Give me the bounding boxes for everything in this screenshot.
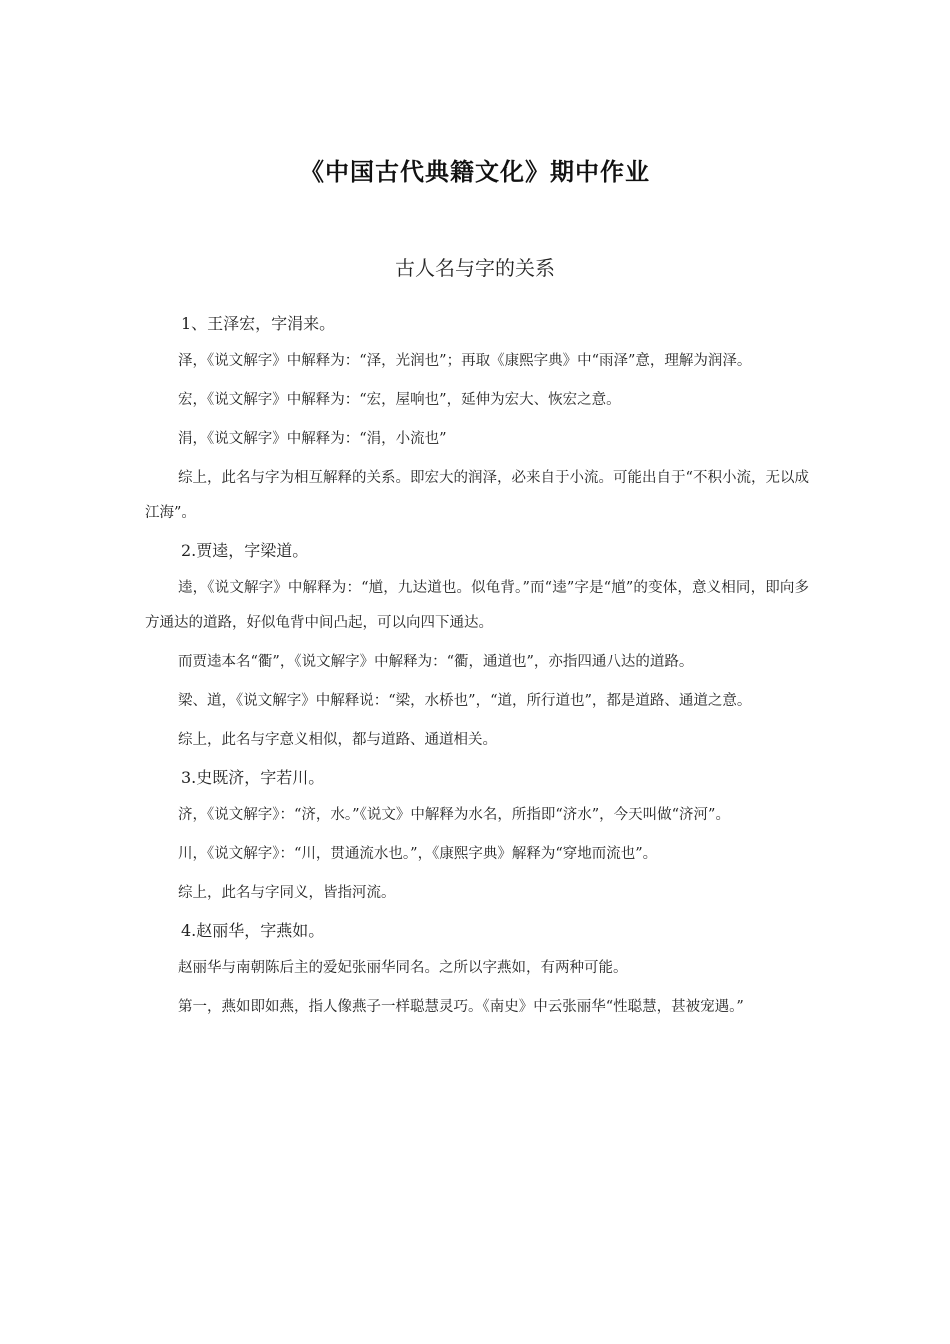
section-heading: 1、王泽宏，字涓来。 xyxy=(181,314,336,333)
section-1 xyxy=(145,310,809,531)
paragraph: 综上，此名与字同义，皆指河流。 xyxy=(178,885,396,901)
paragraph: 综上，此名与字意义相似，都与道路、通道相关。 xyxy=(178,732,497,748)
paragraph: 川，《说文解字》：“川，贯通流水也。”，《康熙字典》解释为“穿地而流也”。 xyxy=(178,846,658,862)
document-title: 《中国古代典籍文化》期中作业 xyxy=(300,157,650,186)
section-heading: 2.贾逵，字梁道。 xyxy=(181,541,309,560)
paragraph: 赵丽华与南朝陈后主的爱妃张丽华同名。之所以字燕如，有两种可能。 xyxy=(178,960,628,976)
document-body xyxy=(145,310,809,1029)
paragraph: 综上，此名与字为相互解释的关系。即宏大的润泽，必来自于小流。可能出自于“不积小流，无以成江海”。 xyxy=(145,470,809,521)
section-heading: 4.赵丽华，字燕如。 xyxy=(181,921,325,940)
paragraph: 逵，《说文解字》中解释为：“馗，九达道也。似龟背。”而“逵”字是“馗”的变体，意义相同，即向多方通达的道路，好似龟背中间凸起，可以向四下通达。 xyxy=(145,580,809,631)
paragraph: 泽，《说文解字》中解释为：“泽，光润也”；再取《康熙字典》中“雨泽”意，理解为润泽。 xyxy=(178,353,752,369)
document-subtitle: 古人名与字的关系 xyxy=(395,256,555,280)
paragraph: 第一，燕如即如燕，指人像燕子一样聪慧灵巧。《南史》中云张丽华“性聪慧，甚被宠遇。” xyxy=(178,999,744,1015)
section-3 xyxy=(145,764,809,911)
section-2 xyxy=(145,537,809,758)
paragraph: 济，《说文解字》：“济，水。”《说文》中解释为水名，所指即“济水”，今天叫做“济河”。 xyxy=(178,807,730,823)
section-4 xyxy=(145,917,809,1025)
paragraph: 宏，《说文解字》中解释为：“宏，屋响也”，延伸为宏大、恢宏之意。 xyxy=(178,392,621,408)
section-heading: 3.史既济，字若川。 xyxy=(181,768,325,787)
paragraph: 涓，《说文解字》中解释为：“涓，小流也” xyxy=(178,431,447,447)
paragraph: 梁、道，《说文解字》中解释说：“梁，水桥也”，“道，所行道也”，都是道路、通道之意。 xyxy=(178,693,752,709)
paragraph: 而贾逵本名“衢”，《说文解字》中解释为：“衢，通道也”，亦指四通八达的道路。 xyxy=(178,654,694,670)
